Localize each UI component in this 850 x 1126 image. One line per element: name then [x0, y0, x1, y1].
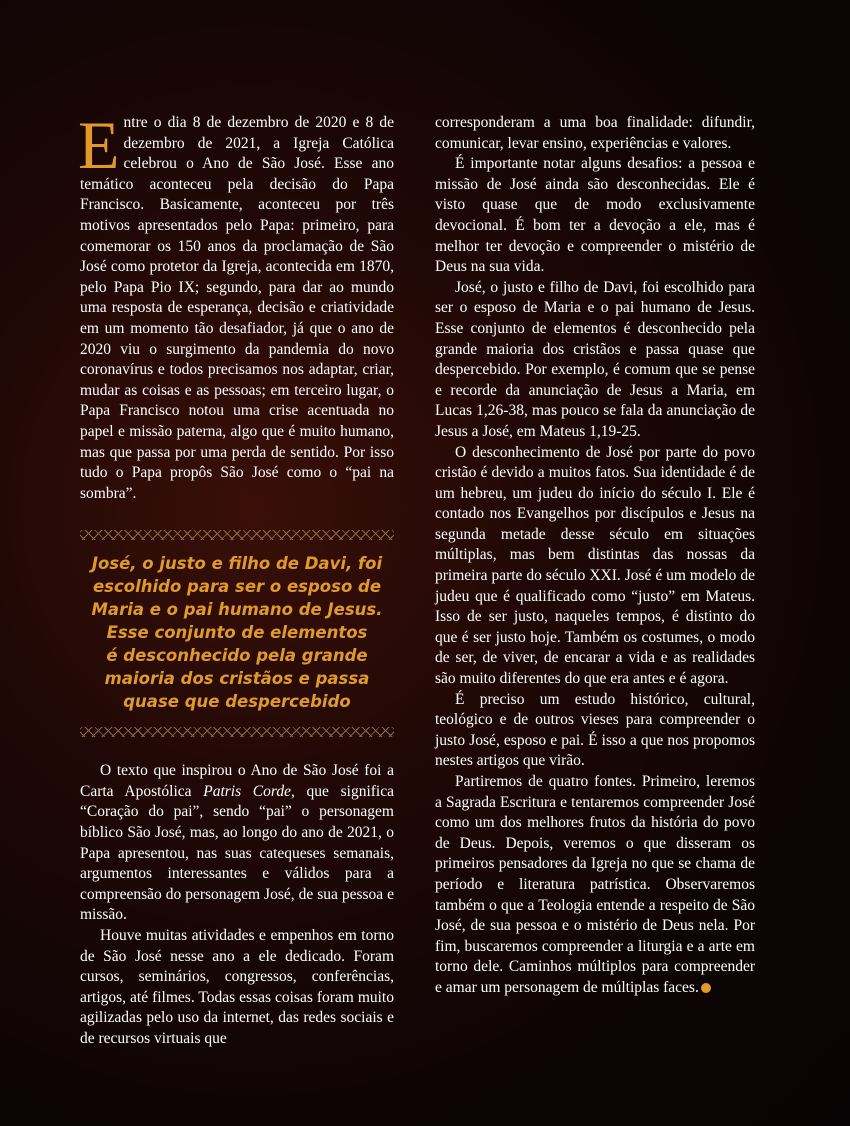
pull-quote-divider-top — [80, 530, 394, 540]
body-text: O texto que inspirou o Ano de São José foi a Carta Apostólica — [80, 762, 394, 800]
body-paragraph: Houve muitas atividades e empenhos em torno de São José nesse ano a ele dedicado. Foram cursos, seminários, congressos, conferências, artigos, até filmes. Todas essas coisas foram muito agilizadas pelo uso da internet, das redes sociais e de recursos virtuais que — [80, 927, 394, 1047]
body-paragraph: É preciso um estudo histórico, cultural, teológico e de outros vieses para compreender o justo José, esposo e pai. É isso a que nos propomos nestes artigos que virão. — [435, 690, 755, 770]
pull-quote-divider-bottom — [80, 727, 394, 737]
body-paragraph: corresponderam a uma boa finalidade: difundir, comunicar, levar ensino, experiências e valores. — [435, 114, 755, 152]
pull-quote-line: Maria e o pai humano de Jesus. — [91, 600, 383, 620]
body-paragraph: José, o justo e filho de Davi, foi escolhido para ser o esposo de Maria e o pai humano de Jesus. Esse conjunto de elementos é desconhecido pela grande maioria dos cristãos e passa quase que despercebido. Por exemplo, é comum que se pense e recorde da anunciação de Jesus a Maria, em Lucas 1,26-38, mas pouco se fala da anunciação de Jesus a José, em Mateus 1,19-25. — [435, 278, 755, 440]
end-mark-icon — [701, 983, 711, 993]
pull-quote-line: é desconhecido pela grande — [106, 646, 368, 666]
drop-cap: E — [78, 107, 120, 183]
intro-paragraph — [78, 107, 394, 504]
document-title: Patris Corde — [203, 782, 291, 800]
pull-quote-line: maioria dos cristãos e passa — [104, 669, 370, 689]
closing-text: Partiremos de quatro fontes. Primeiro, leremos a Sagrada Escritura e tentaremos compreender José como um dos melhores frutos da história do povo de Deus. Depois, veremos o que disseram os primeiros pensadores da Igreja no que se chama de período e literatura patrística. Observaremos também o que a Teologia entende a respeito de São José, de sua pessoa e o mistério de Deus nela. Por fim, buscaremos compreender a liturgia e a arte em torno dele. Caminhos múltiplos para compreender e amar um personagem de múltiplas faces. — [435, 773, 755, 996]
body-text: , que significa “Coração do pai”, sendo “pai” o personagem bíblico São José, mas, ao longo do ano de 2021, o Papa apresentou, nas suas catequeses semanais, argumentos interessantes e válidos para a compreensão do personagem José, de sua pessoa e missão. — [80, 782, 394, 924]
pull-quote-line: escolhido para ser o esposo de — [92, 577, 382, 597]
pull-quote-line: quase que despercebido — [123, 692, 351, 712]
body-paragraph: É importante notar alguns desafios: a pessoa e missão de José ainda são desconhecidas. Ele é visto quase que de modo exclusivamente devocional. É bom ter a devoção a ele, mas é melhor ter devoção e compreender o mistério de Deus na sua vida. — [435, 155, 755, 276]
pull-quote-line: José, o justo e filho de Davi, foi — [91, 554, 383, 574]
body-paragraph — [80, 761, 394, 926]
body-paragraph — [435, 772, 755, 999]
right-column — [435, 113, 755, 999]
left-column — [78, 107, 394, 1050]
intro-text: ntre o dia 8 de dezembro de 2020 e 8 de dezembro de 2021, a Igreja Católica celebrou o Ano de São José. Esse ano temático aconteceu pela decisão do Papa Francisco. Basicamente, aconteceu por três motivos apresentados pelo Papa: primeiro, para comemorar os 150 anos da proclamação de São José como protetor da Igreja, acontecida em 1870, pelo Papa Pio IX; segundo, para dar ao mundo uma resposta de esperança, decisão e criatividade em um momento tão desafiador, já que o ano de 2020 viu o surgimento da pandemia do novo coronavírus e todos precisamos nos adaptar, criar, mudar as coisas e as pessoas; em terceiro lugar, o Papa Francisco notou uma crise acentuada no papel e missão paterna, algo que é muito humano, mas que passa por uma perda de sentido. Por isso tudo o Papa propôs São José como o “pai na sombra”. — [80, 114, 394, 502]
body-paragraph: O desconhecimento de José por parte do povo cristão é devido a muitos fatos. Sua identidade é de um hebreu, um judeu do início do século I. Ele é contado nos Evangelhos por discípulos e Jesus na segunda metade desse século em situações múltiplas, mas bem distintas das nossas da primeira parte do século XXI. José é um modelo de judeu que é qualificado como “justo” em Mateus. Isso de ser justo, naqueles tempos, é distinto do que é ser justo hoje. Também os costumes, o modo de ser, de viver, de encarar a vida e as realidades são muito diferentes do que era antes e é agora. — [435, 443, 755, 688]
pull-quote — [80, 552, 394, 713]
pull-quote-line: Esse conjunto de elementos — [106, 623, 368, 643]
